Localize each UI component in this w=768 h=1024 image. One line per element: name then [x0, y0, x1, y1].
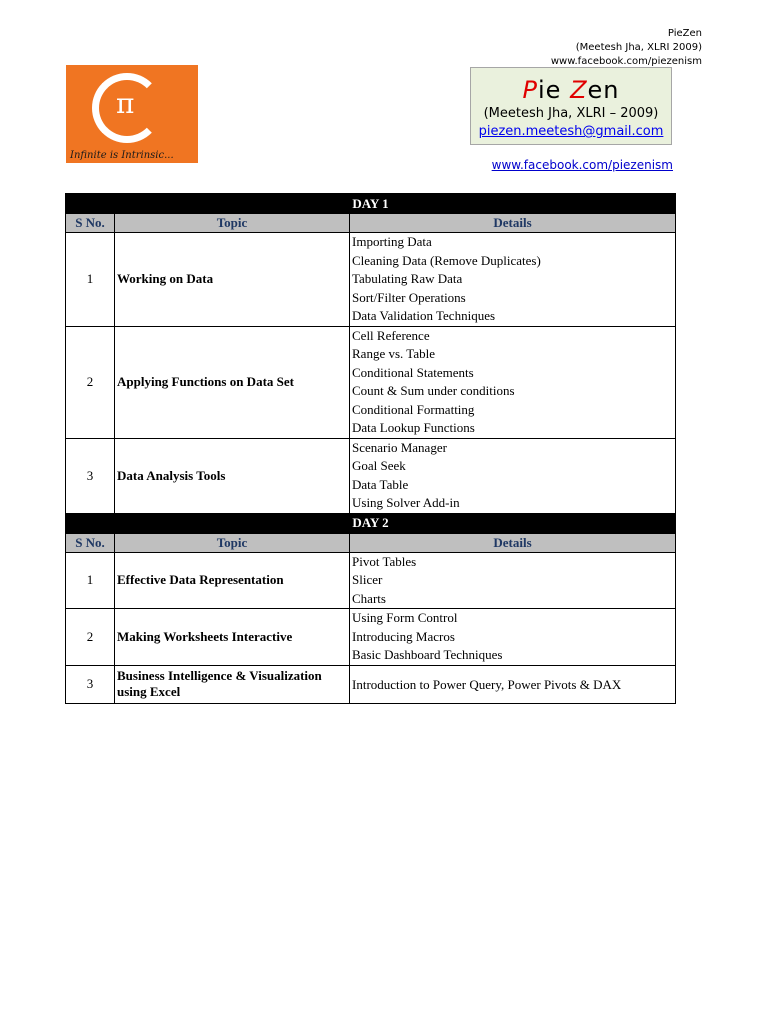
email-link[interactable]: piezen.meetesh@gmail.com — [478, 124, 664, 139]
row-sno: 3 — [66, 665, 115, 703]
row-sno: 2 — [66, 609, 115, 666]
day-header-row — [66, 194, 676, 214]
column-header-topic: Topic — [115, 214, 350, 233]
column-header-row — [66, 533, 676, 552]
detail-item: Slicer — [352, 572, 383, 587]
row-topic: Business Intelligence & Visualization using Excel — [115, 665, 350, 703]
detail-item: Cell Reference — [352, 327, 430, 343]
row-topic: Working on Data — [115, 233, 350, 327]
row-topic: Making Worksheets Interactive — [115, 609, 350, 666]
detail-item: Conditional Statements — [352, 364, 474, 380]
column-header-details: Details — [350, 533, 676, 552]
detail-item: Goal Seek — [352, 458, 406, 473]
table-row — [66, 609, 676, 666]
detail-item: Data Table — [352, 476, 409, 492]
table-row — [66, 438, 676, 513]
day-title: DAY 2 — [66, 513, 676, 533]
detail-item: Sort/Filter Operations — [352, 289, 466, 305]
column-header-sno: S No. — [66, 533, 115, 552]
row-details — [350, 438, 676, 513]
brand-box — [470, 67, 672, 145]
row-sno: 3 — [66, 438, 115, 513]
detail-item: Data Validation Techniques — [352, 308, 496, 323]
row-topic: Effective Data Representation — [115, 552, 350, 609]
detail-item: Charts — [352, 590, 386, 606]
table-row — [66, 233, 676, 327]
column-header-sno: S No. — [66, 214, 115, 233]
column-header-details: Details — [350, 214, 676, 233]
logo-tagline: Infinite is Intrinsic... — [70, 150, 174, 161]
row-details — [350, 326, 676, 438]
column-header-topic: Topic — [115, 533, 350, 552]
table-row — [66, 326, 676, 438]
brand-name-z: Z — [570, 76, 588, 104]
row-details — [350, 233, 676, 327]
brand-name-en: en — [587, 76, 620, 104]
detail-item: Scenario Manager — [352, 439, 447, 455]
brand-name — [471, 76, 671, 104]
detail-item: Using Solver Add-in — [352, 495, 460, 510]
header-line-url: www.facebook.com/piezenism — [550, 56, 702, 67]
brand-name-ie: ie — [537, 76, 562, 104]
detail-item: Introducing Macros — [352, 628, 455, 644]
detail-item: Data Lookup Functions — [352, 420, 475, 435]
row-details — [350, 665, 676, 703]
column-header-row — [66, 214, 676, 233]
detail-item: Using Form Control — [352, 610, 458, 625]
brand-subtitle: (Meetesh Jha, XLRI – 2009) — [483, 106, 659, 121]
header-contact — [551, 27, 702, 69]
detail-item: Introduction to Power Query, Power Pivots & DAX — [352, 676, 622, 692]
table-row — [66, 665, 676, 703]
table-row — [66, 552, 676, 609]
detail-item: Cleaning Data (Remove Duplicates) — [352, 252, 541, 268]
row-topic: Data Analysis Tools — [115, 438, 350, 513]
detail-item: Pivot Tables — [352, 553, 417, 569]
detail-item: Tabulating Raw Data — [352, 271, 463, 286]
row-topic: Applying Functions on Data Set — [115, 326, 350, 438]
piezen-logo — [66, 65, 198, 163]
detail-item: Range vs. Table — [352, 346, 435, 361]
row-sno: 1 — [66, 233, 115, 327]
schedule-table — [65, 193, 676, 704]
row-sno: 1 — [66, 552, 115, 609]
day-title: DAY 1 — [66, 194, 676, 214]
detail-item: Conditional Formatting — [352, 401, 475, 417]
header-line-name: PieZen — [667, 28, 702, 39]
header-line-author: (Meetesh Jha, XLRI 2009) — [575, 42, 702, 53]
row-sno: 2 — [66, 326, 115, 438]
detail-item: Count & Sum under conditions — [352, 383, 515, 398]
row-details — [350, 552, 676, 609]
detail-item: Basic Dashboard Techniques — [352, 647, 503, 662]
brand-name-p: P — [522, 76, 538, 104]
pi-symbol: π — [116, 87, 135, 120]
detail-item: Importing Data — [352, 234, 432, 249]
day-header-row — [66, 513, 676, 533]
row-details — [350, 609, 676, 666]
facebook-link[interactable]: www.facebook.com/piezenism — [491, 158, 673, 172]
